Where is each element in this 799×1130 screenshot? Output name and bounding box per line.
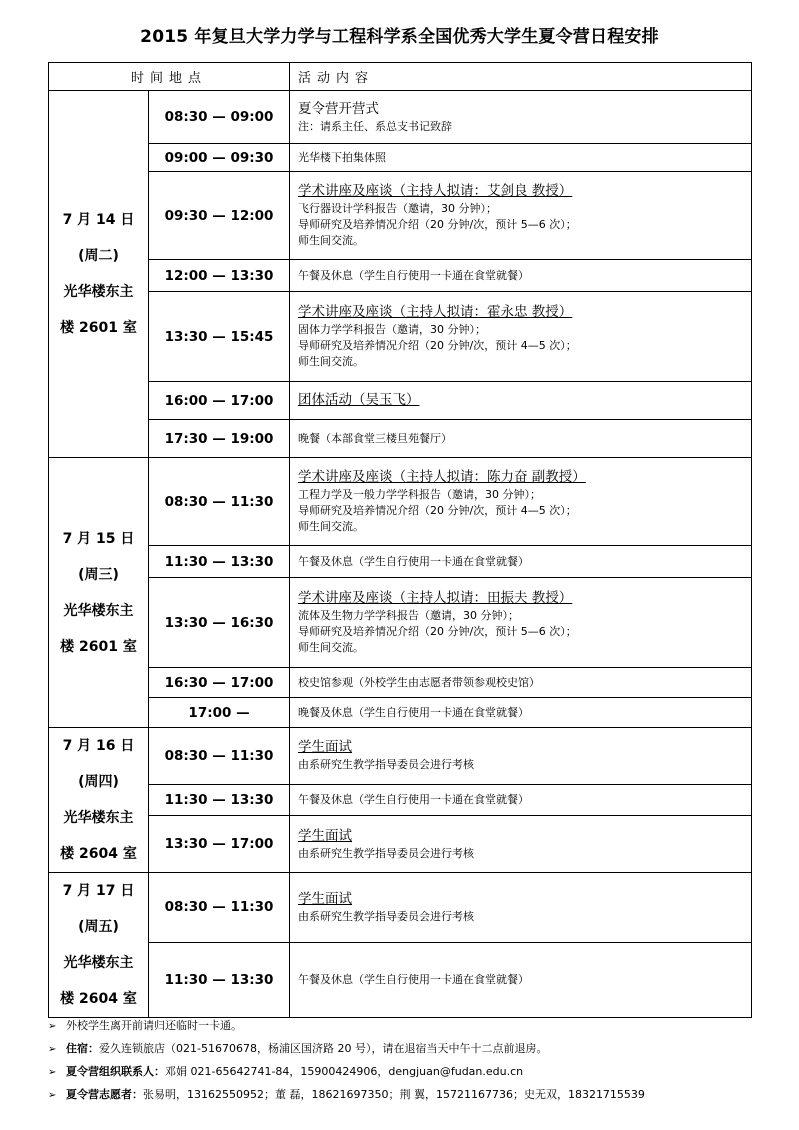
activity-line: 午餐及休息（学生自行使用一卡通在食堂就餐） <box>298 554 530 568</box>
day-label-line: 光华楼东主 <box>63 810 134 826</box>
table-row <box>49 91 752 144</box>
table-row <box>49 292 752 382</box>
activity-line: 校史馆参观（外校学生由志愿者带领参观校史馆） <box>298 675 541 689</box>
activity-cell <box>290 728 752 785</box>
activity-cell <box>290 942 752 1017</box>
activity-line: 飞行器设计学科报告（邀请，30 分钟）； <box>298 202 498 215</box>
time-cell: 08:30 — 11:30 <box>149 873 290 943</box>
note-item <box>48 1060 768 1083</box>
activity-line: 午餐及休息（学生自行使用一卡通在食堂就餐） <box>298 792 530 806</box>
activity-line: 师生间交流。 <box>298 234 365 247</box>
table-header-row <box>49 63 752 91</box>
activity-title: 团体活动（吴玉飞） <box>298 392 420 408</box>
activity-title: 学术讲座及座谈（主持人拟请：陈力奋 副教授） <box>298 469 586 485</box>
table-row <box>49 578 752 668</box>
activity-cell <box>290 144 752 172</box>
day-label-line: 7 月 15 日 <box>62 530 135 547</box>
table-row <box>49 382 752 420</box>
day-cell <box>49 458 149 728</box>
activity-line: 师生间交流。 <box>298 520 365 533</box>
activity-title: 学术讲座及座谈（主持人拟请：田振夫 教授） <box>298 590 573 606</box>
activity-line: 工程力学及一般力学学科报告（邀请，30 分钟）； <box>298 488 542 501</box>
activity-cell <box>290 260 752 292</box>
day-label-line: 楼 2604 室 <box>60 846 137 862</box>
day-label-line: (周四) <box>78 774 119 790</box>
activity-line: 导师研究及培养情况介绍（20 分钟/次，预计 5—6 次）； <box>298 218 577 231</box>
day-label-line: 楼 2604 室 <box>60 991 137 1007</box>
activity-title: 学生面试 <box>298 890 353 907</box>
activity-cell <box>290 458 752 546</box>
notes-list <box>48 1014 768 1106</box>
header-time-location: 时间地点 <box>49 63 290 91</box>
activity-line: 导师研究及培养情况介绍（20 分钟/次，预计 4—5 次）； <box>298 339 577 352</box>
time-cell: 17:00 — <box>149 698 290 728</box>
table-row <box>49 172 752 260</box>
activity-line: 流体及生物力学学科报告（邀请，30 分钟）； <box>298 609 520 622</box>
table-row <box>49 942 752 1017</box>
arrow-bullet-icon: ➢ <box>48 1044 57 1055</box>
activity-line: 由系研究生教学指导委员会进行考核 <box>298 909 475 923</box>
day-label-line: 7 月 16 日 <box>62 738 135 754</box>
activity-line: 晚餐及休息（学生自行使用一卡通在食堂就餐） <box>298 705 530 719</box>
activity-cell <box>290 420 752 458</box>
header-activity: 活动内容 <box>290 63 752 91</box>
time-cell: 09:30 — 12:00 <box>149 172 290 260</box>
activity-cell <box>290 784 752 815</box>
table-row <box>49 698 752 728</box>
day-label-line: 楼 2601 室 <box>60 638 137 655</box>
note-item <box>48 1014 768 1037</box>
table-row <box>49 144 752 172</box>
activity-cell <box>290 172 752 260</box>
activity-line: 午餐及休息（学生自行使用一卡通在食堂就餐） <box>298 972 530 986</box>
activity-cell <box>290 816 752 873</box>
activity-cell <box>290 668 752 698</box>
activity-line: 师生间交流。 <box>298 355 365 368</box>
day-label-line: 7 月 14 日 <box>62 212 135 228</box>
day-cell <box>49 873 149 1018</box>
table-row <box>49 260 752 292</box>
activity-line: 导师研究及培养情况介绍（20 分钟/次，预计 5—6 次）； <box>298 625 577 638</box>
time-cell: 08:30 — 09:00 <box>149 91 290 144</box>
time-cell: 11:30 — 13:30 <box>149 784 290 815</box>
activity-line: 晚餐（本部食堂三楼旦苑餐厅） <box>298 431 453 445</box>
table-row <box>49 784 752 815</box>
note-item <box>48 1083 768 1106</box>
activity-title: 夏令营开营式 <box>298 100 380 117</box>
activity-line: 注：请系主任、系总支书记致辞 <box>298 119 453 133</box>
table-row <box>49 546 752 578</box>
note-label: 夏令营志愿者： <box>66 1088 143 1101</box>
activity-cell <box>290 578 752 668</box>
table-row <box>49 420 752 458</box>
time-cell: 13:30 — 15:45 <box>149 292 290 382</box>
table-row <box>49 728 752 785</box>
time-cell: 08:30 — 11:30 <box>149 458 290 546</box>
time-cell: 12:00 — 13:30 <box>149 260 290 292</box>
time-cell: 16:30 — 17:00 <box>149 668 290 698</box>
time-cell: 11:30 — 13:30 <box>149 942 290 1017</box>
time-cell: 13:30 — 16:30 <box>149 578 290 668</box>
time-cell: 09:00 — 09:30 <box>149 144 290 172</box>
activity-line: 午餐及休息（学生自行使用一卡通在食堂就餐） <box>298 268 530 282</box>
activity-cell <box>290 698 752 728</box>
activity-cell <box>290 91 752 144</box>
time-cell: 11:30 — 13:30 <box>149 546 290 578</box>
note-label: 住宿： <box>66 1042 99 1055</box>
day-label-line: 7 月 17 日 <box>62 883 135 899</box>
schedule-table <box>48 62 752 1018</box>
table-row <box>49 873 752 943</box>
page-title: 2015 年复旦大学力学与工程科学系全国优秀大学生夏令营日程安排 <box>140 27 659 47</box>
day-label-line: (周五) <box>78 919 119 935</box>
day-label-line: (周二) <box>78 248 119 264</box>
day-label-line: 光华楼东主 <box>63 955 134 971</box>
time-cell: 13:30 — 17:00 <box>149 816 290 873</box>
activity-title: 学生面试 <box>298 739 353 756</box>
activity-line: 由系研究生教学指导委员会进行考核 <box>298 758 475 772</box>
table-row <box>49 668 752 698</box>
arrow-bullet-icon: ➢ <box>48 1021 57 1032</box>
activity-title: 学生面试 <box>298 827 353 844</box>
day-cell <box>49 728 149 873</box>
note-text: 爱久连锁旅店（021-51670678，杨浦区国济路 20 号），请在退宿当天中午十二点前退房。 <box>99 1042 548 1055</box>
activity-line: 由系研究生教学指导委员会进行考核 <box>298 846 475 860</box>
arrow-bullet-icon: ➢ <box>48 1090 57 1101</box>
activity-title: 学术讲座及座谈（主持人拟请：艾剑良 教授） <box>298 183 573 199</box>
arrow-bullet-icon: ➢ <box>48 1067 57 1078</box>
day-label-line: 楼 2601 室 <box>60 320 137 336</box>
note-text: 张易明，13162550952；董 磊，18621697350；荆 翼，15721167736；史无双，18321715539 <box>143 1088 645 1101</box>
note-label: 夏令营组织联系人： <box>66 1065 165 1078</box>
day-label-line: (周三) <box>78 566 119 583</box>
time-cell: 17:30 — 19:00 <box>149 420 290 458</box>
day-label-line: 光华楼东主 <box>63 284 134 300</box>
activity-cell <box>290 292 752 382</box>
note-item <box>48 1037 768 1060</box>
activity-line: 导师研究及培养情况介绍（20 分钟/次，预计 4—5 次）； <box>298 504 577 517</box>
note-text: 邓娟 021-65642741-84，15900424906，dengjuan@fudan.edu.cn <box>165 1065 524 1078</box>
table-row <box>49 458 752 546</box>
time-cell: 08:30 — 11:30 <box>149 728 290 785</box>
note-text: 外校学生离开前请归还临时一卡通。 <box>66 1019 242 1032</box>
day-label-line: 光华楼东主 <box>63 602 134 619</box>
activity-cell <box>290 546 752 578</box>
activity-line: 师生间交流。 <box>298 641 365 654</box>
time-cell: 16:00 — 17:00 <box>149 382 290 420</box>
activity-cell <box>290 873 752 943</box>
activity-line: 固体力学学科报告（邀请，30 分钟）； <box>298 323 487 336</box>
activity-title: 学术讲座及座谈（主持人拟请：霍永忠 教授） <box>298 304 573 320</box>
day-cell <box>49 91 149 458</box>
activity-cell <box>290 382 752 420</box>
table-row <box>49 816 752 873</box>
activity-line: 光华楼下拍集体照 <box>298 150 387 164</box>
